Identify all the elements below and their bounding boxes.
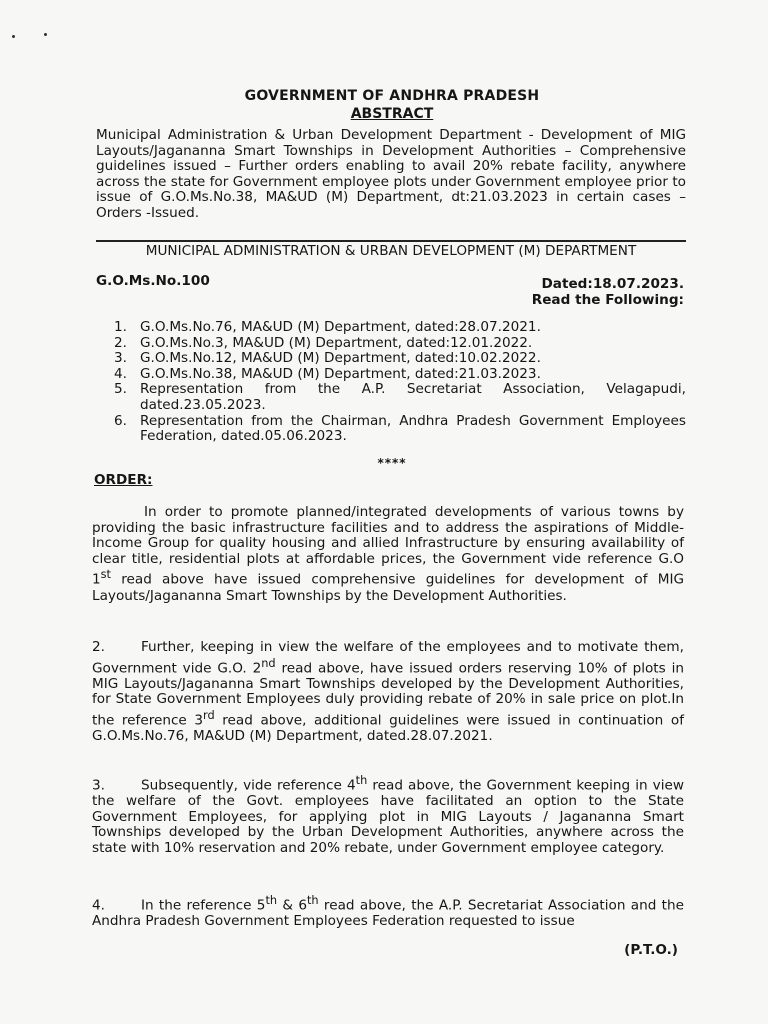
reference-number: 1. — [114, 319, 127, 335]
ordinal-suffix: th — [355, 773, 368, 787]
reference-item — [114, 320, 686, 336]
ordinal-suffix: rd — [203, 707, 215, 722]
reference-number: 5. — [114, 381, 127, 398]
reference-text: G.O.Ms.No.38, MA&UD (M) Department, dated:21.03.2023. — [140, 365, 541, 382]
paragraph-text: In order to promote planned/integrated developments of various towns by providing the basic infrastructure facilities and to address the aspirations of Middle-Income Group for quality housing and allied Infrastructure by ensuring availability of clear title, residential plots at affordable prices, the Government vide reference G.O 1 — [92, 504, 684, 588]
paragraph-text: & 6 — [277, 897, 307, 914]
paragraph-text: Further, keeping in view the welfare of the employees and to motivate them, Government vide G.O. 2 — [92, 639, 684, 677]
order-paragraph-3 — [92, 773, 684, 857]
reference-text: Representation from the A.P. Secretariat Association, Velagapudi, dated.23.05.2023. — [140, 381, 686, 413]
paragraph-text: read above, additional guidelines were issued in continuation of G.O.Ms.No.76, MA&UD (M) Department, dated.28.07.2021. — [92, 712, 684, 745]
government-title: GOVERNMENT OF ANDHRA PRADESH — [244, 88, 540, 104]
scan-speck — [12, 35, 15, 38]
reference-text: G.O.Ms.No.76, MA&UD (M) Department, dated:28.07.2021. — [140, 319, 541, 335]
reference-text: G.O.Ms.No.3, MA&UD (M) Department, dated:12.01.2022. — [140, 334, 533, 351]
go-number: G.O.Ms.No.100 — [96, 273, 210, 289]
paragraph-text: read above, have issued orders reserving 10% of plots in MIG Layouts/Jagananna Smart Townships developed by the Development Authorities, for State Government Employees duly providing rebate of 20% in sale price on plot.In the reference 3 — [92, 660, 684, 729]
order-heading: ORDER: — [94, 472, 153, 488]
reference-item — [114, 414, 686, 445]
reference-text: Representation from the Chairman, Andhra Pradesh Government Employees Federation, dated.05.06.2023. — [140, 412, 686, 445]
go-date: Dated:18.07.2023. — [541, 276, 684, 292]
paragraph-text: Subsequently, vide reference 4 — [140, 777, 356, 794]
paragraph-number: 3. — [92, 777, 105, 794]
scan-speck — [44, 33, 47, 36]
department-line: MUNICIPAL ADMINISTRATION & URBAN DEVELOPMENT (M) DEPARTMENT — [145, 243, 637, 259]
reference-number: 2. — [114, 334, 127, 351]
subject-paragraph: Municipal Administration & Urban Development Department - Development of MIG Layouts/Jagananna Smart Townships in Development Authorities – Comprehensive guidelines issued – Further orders enabling to avail 20% rebate facility, anywhere across the state for Government employee plots under Government employee prior to issue of G.O.Ms.No.38, MA&UD (M) Department, dt:21.03.2023 in certain cases – Orders -Issued. — [96, 127, 686, 221]
reference-number: 6. — [114, 412, 127, 429]
paragraph-text: read above, the Government keeping in view the welfare of the Govt. employees have facilitated an option to the State Government Employees, for applying plot in MIG Layouts / Jagananna Smart Townships developed by the Urban Development Authorities, anywhere across the state with 10% reservation and 20% rebate, under Government employee category. — [92, 777, 684, 856]
ordinal-suffix: st — [100, 567, 111, 582]
ordinal-suffix: th — [265, 893, 278, 907]
paragraph-number: 4. — [92, 897, 105, 914]
please-turn-over-label: (P.T.O.) — [624, 942, 678, 958]
ordinal-suffix: th — [306, 893, 319, 907]
paragraph-text: In the reference 5 — [140, 897, 266, 914]
reference-item — [114, 351, 686, 367]
paragraph-text: read above, the A.P. Secretariat Association and the Andhra Pradesh Government Employees Federation requested to issue — [92, 897, 684, 930]
order-paragraph-1 — [92, 505, 684, 604]
order-paragraph-2 — [92, 640, 684, 745]
reference-item — [114, 382, 686, 413]
reference-text: G.O.Ms.No.12, MA&UD (M) Department, dated:10.02.2022. — [140, 350, 541, 367]
section-separator-stars: **** — [377, 456, 407, 470]
abstract-title: ABSTRACT — [350, 106, 434, 122]
paragraph-text: read above have issued comprehensive guidelines for development of MIG Layouts/Jagananna Smart Townships by the Development Authorities. — [92, 571, 684, 604]
reference-list — [114, 320, 686, 445]
reference-number: 4. — [114, 365, 127, 382]
subject-divider — [96, 240, 686, 242]
reference-item — [114, 367, 686, 383]
reference-number: 3. — [114, 350, 127, 367]
reference-item — [114, 336, 686, 352]
order-paragraph-4 — [92, 893, 684, 930]
read-following-label: Read the Following: — [531, 292, 684, 308]
ordinal-suffix: nd — [261, 655, 276, 670]
paragraph-number: 2. — [92, 639, 105, 655]
